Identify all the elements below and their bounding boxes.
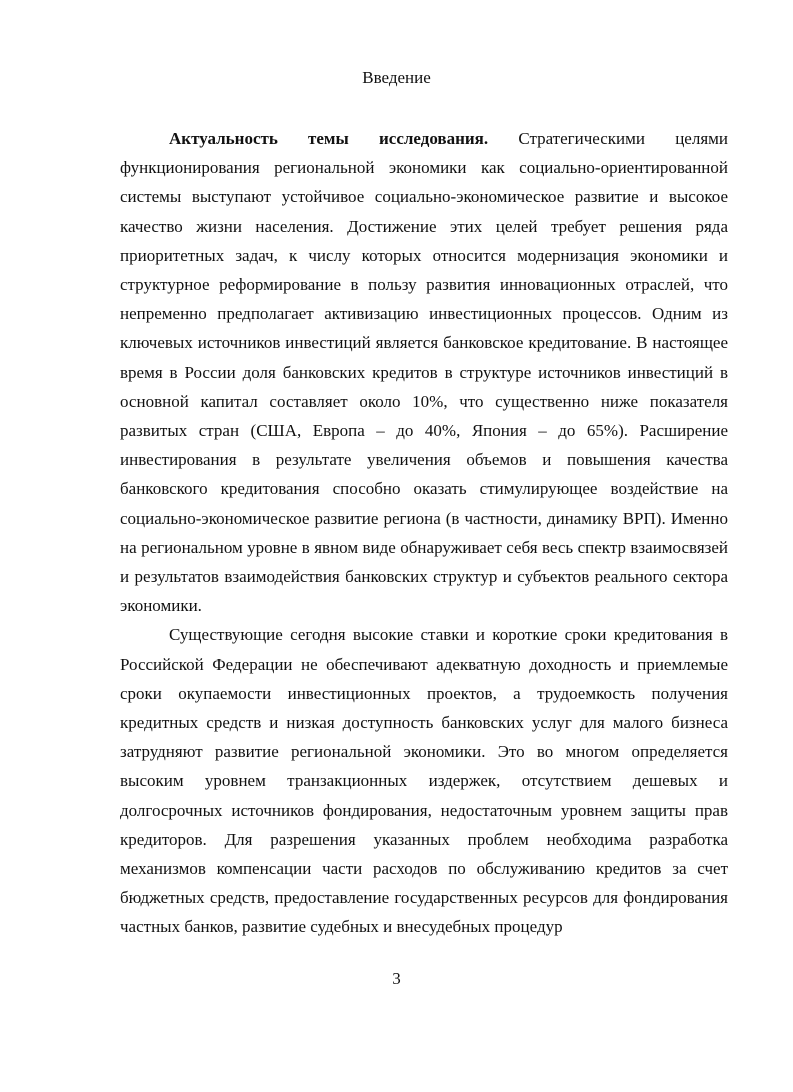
paragraph-lead: Актуальность темы исследования. — [169, 129, 489, 148]
paragraph-1 — [120, 124, 728, 620]
page-number: 3 — [392, 969, 401, 988]
paragraph-text: Стратегическими целями функционирования региональной экономики как социально-ориентированной системы выступают устойчивое социально-экономическое развитие и высокое качество жизни населения. Достижение этих целей требует решения ряда приоритетных задач, к числу которых относится модернизация экономики и структурное реформирование в пользу развития инновационных отраслей, что непременно предполагает активизацию инвестиционных процессов. Одним из ключевых источников инвестиций является банковское кредитование. В настоящее время в России доля банковских кредитов в структуре источников инвестиций в основной капитал составляет около 10%, что существенно ниже показателя развитых стран (США, Европа – до 40%, Япония – до 65%). Расширение инвестирования в результате увеличения объемов и повышения качества банковского кредитования способно оказать стимулирующее воздействие на социально-экономическое развитие региона (в частности, динамику ВРП). Именно на региональном уровне в явном виде обнаруживает себя весь спектр взаимосвязей и результатов взаимодействия банковских структур и субъектов реального сектора экономики. — [120, 129, 729, 616]
document-body — [120, 124, 728, 942]
paragraph-text: Существующие сегодня высокие ставки и короткие сроки кредитования в Российской Федерации не обеспечивают адекватную доходность и приемлемые сроки окупаемости инвестиционных проектов, а трудоемкость получения кредитных средств и низкая доступность банковских услуг для малого бизнеса затрудняют развитие региональной экономики. Это во многом определяется высоким уровнем транзакционных издержек, отсутствием дешевых и долгосрочных источников фондирования, недостаточным уровнем защиты прав кредиторов. Для разрешения указанных проблем необходима разработка механизмов компенсации части расходов по обслуживанию кредитов за счет бюджетных средств, предоставление государственных ресурсов для фондирования частных банков, развитие судебных и внесудебных процедур — [120, 625, 728, 937]
page-title: Введение — [362, 68, 431, 87]
paragraph-2 — [120, 620, 728, 941]
